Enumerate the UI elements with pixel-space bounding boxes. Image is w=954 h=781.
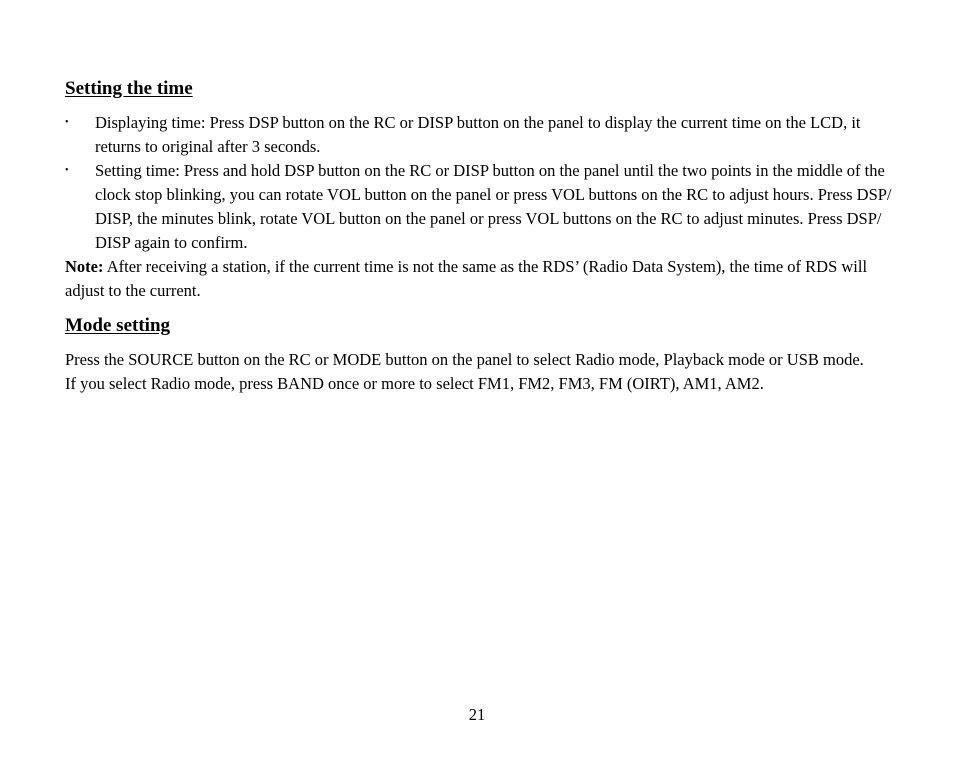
bullet-marker: • xyxy=(65,165,69,176)
list-item xyxy=(65,159,895,255)
paragraph: Press the SOURCE button on the RC or MODE button on the panel to select Radio mode, Playback mode or USB mode. xyxy=(65,350,864,369)
list-item xyxy=(65,111,895,159)
document-page xyxy=(65,76,895,396)
bullet-marker: • xyxy=(65,117,69,128)
note-text: After receiving a station, if the current time is not the same as the RDS’ (Radio Data System), the time of RDS will adjust to the current. xyxy=(65,257,868,300)
note-paragraph xyxy=(65,255,895,303)
paragraph: If you select Radio mode, press BAND once or more to select FM1, FM2, FM3, FM (OIRT), AM1, AM2. xyxy=(65,374,764,393)
note-label: Note: xyxy=(65,257,104,276)
setting-time-bullet-list xyxy=(65,111,895,255)
page-number: 21 xyxy=(468,705,486,724)
list-item-text: Setting time: Press and hold DSP button on the RC or DISP button on the panel until the two points in the middle of the clock stop blinking, you can rotate VOL button on the panel or press VOL buttons on the RC to adjust hours. Press DSP/ DISP, the minutes blink, rotate VOL button on the panel or press VOL buttons on the RC to adjust minutes. Press DSP/ DISP again to confirm. xyxy=(95,161,892,252)
list-item-text: Displaying time: Press DSP button on the RC or DISP button on the panel to display the current time on the LCD, it returns to original after 3 seconds. xyxy=(95,113,861,156)
section-heading-mode-setting: Mode setting xyxy=(65,315,171,336)
section-heading-setting-time: Setting the time xyxy=(65,78,193,99)
